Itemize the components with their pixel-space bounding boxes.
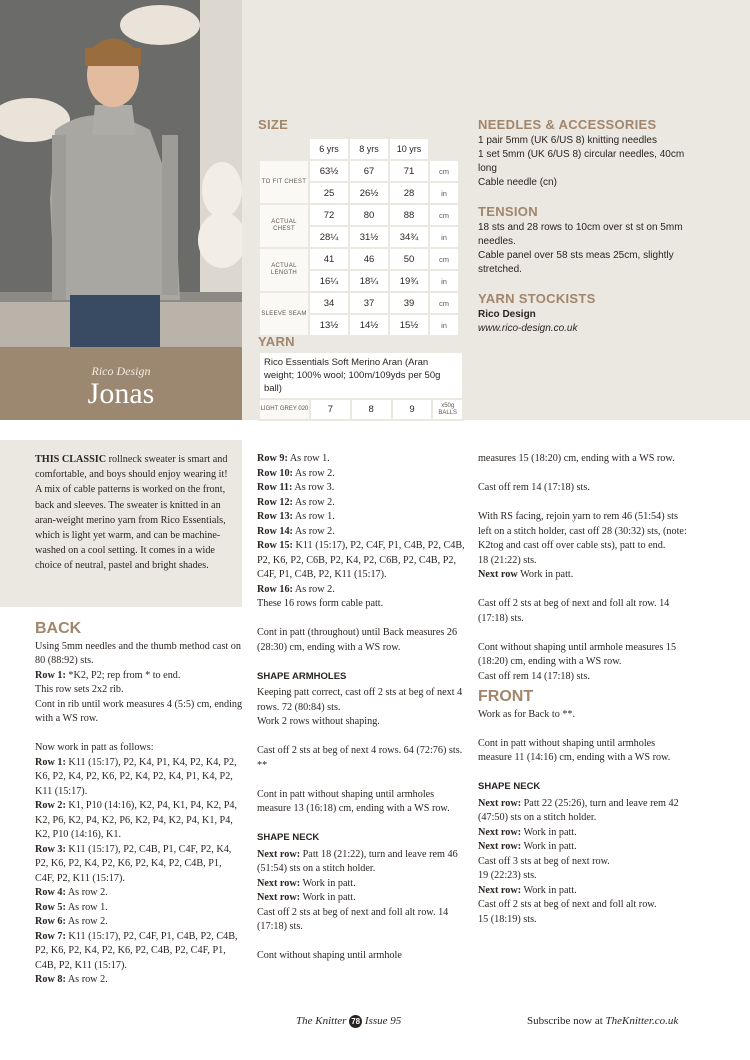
row-text: K11 (15:17), P2, K4, P1, K4, P2, K4, P2, K6, P2, K4, P2, K6, P2, K4, P2, K4, P1, K4, P2, K11 (15:17). xyxy=(35,756,237,797)
row-text: Work in patt. xyxy=(521,884,577,896)
row-label: Row 7: xyxy=(35,930,66,942)
yarn-amount: 8 xyxy=(351,399,392,420)
row-text: As row 2. xyxy=(292,583,335,595)
back-column xyxy=(35,620,243,988)
row-label: Row 6: xyxy=(35,916,66,927)
row-label: Row 1: xyxy=(35,756,66,768)
row-label: Row 2: xyxy=(35,800,66,811)
unit-in: in xyxy=(429,226,459,248)
unit-cm: cm xyxy=(429,292,459,314)
size-table xyxy=(258,137,460,337)
shape-neck-heading: SHAPE NECK xyxy=(478,781,541,792)
row-label: Next row: xyxy=(478,884,522,896)
yarn-amount: 7 xyxy=(310,399,351,420)
column-3 xyxy=(478,452,688,927)
row-text: K11 (15:17), P2, C4F, P1, C4B, P2, C4B, P2, K6, P2, C6B, P2, K4, P2, C6B, P2, C4B, P2, C4F, P1, C4B, P2, K11 (15:17). xyxy=(257,540,465,580)
row-label: ACTUAL LENGTH xyxy=(259,248,309,292)
stockist-name: Rico Design xyxy=(478,309,536,320)
tension-heading: TENSION xyxy=(478,204,538,219)
text-line: 18 (21:22) sts. xyxy=(478,554,537,566)
tension-text xyxy=(478,221,688,277)
row-label: Next row: xyxy=(478,797,522,809)
text-line: Cont in patt without shaping until armholes measure 13 (16:18) cm, ending with a WS row. xyxy=(257,788,450,814)
cover-photo xyxy=(0,0,242,347)
row-text: As row 1. xyxy=(292,511,335,522)
yarn-amount: 9 xyxy=(392,399,433,420)
cell: 25 xyxy=(309,182,349,204)
magazine-name: The Knitter xyxy=(296,1015,347,1027)
row-text: As row 2. xyxy=(292,467,335,479)
row-label: ACTUAL CHEST xyxy=(259,204,309,248)
row-text: Cast off 3 sts at beg of next row. xyxy=(478,855,610,867)
cell: 37 xyxy=(349,292,389,314)
row-text: As row 1. xyxy=(65,901,108,913)
row-text: As row 3. xyxy=(292,482,335,493)
cell: 34¾ xyxy=(389,226,429,248)
yarn-description: Rico Essentials Soft Merino Aran (Aran weight; 100% wool; 100m/109yds per 50g ball) xyxy=(259,352,463,399)
row-text: As row 1. xyxy=(287,453,330,464)
cell: 28¼ xyxy=(309,226,349,248)
row-label: Row 8: xyxy=(35,974,66,985)
row-text: *K2, P2; rep from * to end. xyxy=(65,669,181,681)
row-label: Next row: xyxy=(257,877,301,889)
row-text: K11 (15:17), P2, C4B, P1, C4F, P2, K4, P2, K6, P2, K4, P2, K6, P2, K4, P2, C4B, P1, C4F, P2, K11 (15:17). xyxy=(35,843,232,884)
row-label: TO FIT CHEST xyxy=(259,160,309,204)
cell: 88 xyxy=(389,204,429,226)
unit-cm: cm xyxy=(429,160,459,182)
row-text: Work in patt. xyxy=(521,826,577,838)
cell: 15½ xyxy=(389,314,429,336)
text-line: Now work in patt as follows: xyxy=(35,742,154,753)
row-label: Next row: xyxy=(478,841,522,852)
back-heading: BACK xyxy=(35,620,82,637)
row-label: Row 11: xyxy=(257,482,293,493)
brand-name: Rico Design xyxy=(91,364,151,378)
cell: 31½ xyxy=(349,226,389,248)
row-text: Patt 22 (25:26), turn and leave rem 42 (47:50) sts on a stitch holder. xyxy=(478,797,679,823)
text-line: These 16 rows form cable patt. xyxy=(257,598,384,609)
row-text: Cast off 2 sts at beg of next and foll alt row. xyxy=(478,899,657,910)
text-line: Cast off 2 sts at beg of next and foll alt row. 14 (17:18) sts. xyxy=(478,598,670,624)
stockist-url[interactable]: www.rico-design.co.uk xyxy=(478,323,578,334)
row-label: Next row: xyxy=(257,848,301,860)
text-line: With RS facing, rejoin yarn to rem 46 (51:54) sts left on a stitch holder, cast off 28 (30:32) sts, (note: K2tog and cast off over cable sts), patt to end. xyxy=(478,511,687,551)
cell: 46 xyxy=(349,248,389,270)
row-text: 15 (18:19) sts. xyxy=(478,913,537,925)
cell: 50 xyxy=(389,248,429,270)
row-text: As row 2. xyxy=(292,496,335,508)
cell: 13½ xyxy=(309,314,349,336)
row-label: Row 5: xyxy=(35,901,66,913)
pattern-title-box xyxy=(0,347,242,420)
intro-body: rollneck sweater is smart and comfortable, and boys should enjoy wearing it! A mix of cable patterns is worked on the front, back and sleeves. The sweater is knitted in an aran-weight merino yarn from Rico Essentials, which is light yet warm, and can be machine-washed on a cool setting. It comes in a wide choice of neutral, pastel and bright shades. xyxy=(35,454,228,572)
footer-issue xyxy=(296,1015,401,1028)
front-heading: FRONT xyxy=(478,688,534,705)
tension-line: Cable panel over 58 sts meas 25cm, slightly stretched. xyxy=(478,250,674,275)
cell: 26½ xyxy=(349,182,389,204)
unit-cm: cm xyxy=(429,204,459,226)
cell: 71 xyxy=(389,160,429,182)
row-text: As row 2. xyxy=(65,974,108,985)
row-label: Row 16: xyxy=(257,583,293,595)
cell: 67 xyxy=(349,160,389,182)
text-line: Cast off 2 sts at beg of next and foll alt row. 14 (17:18) sts. xyxy=(257,906,449,932)
subscribe-site[interactable]: TheKnitter.co.uk xyxy=(605,1015,679,1027)
cell: 80 xyxy=(349,204,389,226)
row-label: SLEEVE SEAM xyxy=(259,292,309,336)
row-label: Row 13: xyxy=(257,511,293,522)
text-line: Cont without shaping until armhole xyxy=(257,950,402,961)
unit-cm: cm xyxy=(429,248,459,270)
pattern-title: Jonas xyxy=(87,377,155,410)
cell: 28 xyxy=(389,182,429,204)
yarn-table xyxy=(258,351,464,421)
row-label: Row 12: xyxy=(257,496,293,508)
row-text: K1, P10 (14:16), K2, P4, K1, P4, K2, P4, K2, P6, K2, P4, K2, P6, K2, P4, K2, P4, K1, P4, K2, P10 (14:16), K1. xyxy=(35,800,238,840)
text-line: Using 5mm needles and the thumb method cast on 80 (88:92) sts. xyxy=(35,640,241,666)
page-number: 78 xyxy=(349,1015,362,1028)
cell: 39 xyxy=(389,292,429,314)
text-line: Cast off rem 14 (17:18) sts. xyxy=(478,670,590,682)
stockists-text xyxy=(478,308,688,336)
row-label: Row 4: xyxy=(35,887,66,898)
text-line: Cast off rem 14 (17:18) sts. xyxy=(478,482,590,493)
cell: 34 xyxy=(309,292,349,314)
row-label: Row 3: xyxy=(35,843,66,855)
text-line: This row sets 2x2 rib. xyxy=(35,684,124,695)
row-label: Row 15: xyxy=(257,540,293,551)
row-text: As row 2. xyxy=(65,887,108,898)
text-line: Work 2 rows without shaping. xyxy=(257,716,380,727)
shape-neck-heading: SHAPE NECK xyxy=(257,832,320,843)
row-label: Row 10: xyxy=(257,467,293,479)
needles-line: 1 set 5mm (UK 6/US 8) circular needles, 40cm long xyxy=(478,149,685,174)
tension-line: 18 sts and 28 rows to 10cm over st st on 5mm needles. xyxy=(478,222,683,247)
unit-in: in xyxy=(429,314,459,336)
text-line: Keeping patt correct, cast off 2 sts at beg of next 4 rows. 72 (80:84) sts. xyxy=(257,687,463,713)
text-line: Cont in rib until work measures 4 (5:5) cm, ending with a WS row. xyxy=(35,698,243,724)
cell: 18¼ xyxy=(349,270,389,292)
intro-lead: THIS CLASSIC xyxy=(35,454,107,465)
row-label: Next row xyxy=(478,569,518,580)
row-label: Row 1: xyxy=(35,669,66,681)
needles-heading: NEEDLES & ACCESSORIES xyxy=(478,117,657,132)
row-text: Patt 18 (21:22), turn and leave rem 46 (51:54) sts on a stitch holder. xyxy=(257,848,458,874)
row-text: K11 (15:17), P2, C4F, P1, C4B, P2, C4B, P2, K6, P2, K4, P2, K6, P2, C4B, P2, C4F, P1, C4B, P2, K11 (15:17). xyxy=(35,930,238,971)
text-line: Cont without shaping until armhole measures 15 (18:20) cm, ending with a WS row. xyxy=(478,641,677,667)
shape-armholes-heading: SHAPE ARMHOLES xyxy=(257,670,347,682)
row-text: Work in patt. xyxy=(521,841,577,852)
text-line: Cont in patt without shaping until armholes measure 11 (14:16) cm, ending with a WS row. xyxy=(478,737,671,763)
cell: 19¾ xyxy=(389,270,429,292)
text-line: Cont in patt (throughout) until Back measures 26 (28:30) cm, ending with a WS row. xyxy=(257,627,458,653)
footer-subscribe xyxy=(527,1015,678,1027)
row-label: Next row: xyxy=(478,826,522,838)
cell: 63½ xyxy=(309,160,349,182)
row-text: As row 2. xyxy=(65,916,108,927)
text-line: Work as for Back to **. xyxy=(478,708,576,720)
cell: 72 xyxy=(309,204,349,226)
size-col-8: 8 yrs xyxy=(349,138,389,160)
text-line: measures 15 (18:20) cm, ending with a WS row. xyxy=(478,453,675,464)
subscribe-text: Subscribe now at xyxy=(527,1015,606,1027)
needles-list xyxy=(478,134,688,190)
row-label: Row 9: xyxy=(257,453,288,464)
cell: 14½ xyxy=(349,314,389,336)
unit-in: in xyxy=(429,182,459,204)
row-label: Next row: xyxy=(257,892,301,903)
issue-number: Issue 95 xyxy=(364,1015,402,1027)
unit-in: in xyxy=(429,270,459,292)
needles-line: Cable needle (cn) xyxy=(478,177,557,188)
row-text: As row 2. xyxy=(292,525,335,537)
cell: 16¼ xyxy=(309,270,349,292)
row-text: Work in patt. xyxy=(300,892,356,903)
size-heading: SIZE xyxy=(258,117,289,132)
text-line: Cast off 2 sts at beg of next 4 rows. 64 (72:76) sts. ** xyxy=(257,745,463,771)
cell: 41 xyxy=(309,248,349,270)
needles-line: 1 pair 5mm (UK 6/US 8) knitting needles xyxy=(478,135,657,146)
yarn-colour: LIGHT GREY 020 xyxy=(259,399,310,420)
intro-text xyxy=(35,452,235,574)
yarn-heading: YARN xyxy=(258,334,295,349)
row-text: 19 (22:23) sts. xyxy=(478,870,537,881)
row-text: Work in patt. xyxy=(300,877,356,889)
column-2 xyxy=(257,452,467,964)
stockists-heading: YARN STOCKISTS xyxy=(478,291,596,306)
row-text: Work in patt. xyxy=(517,569,574,580)
row-label: Row 14: xyxy=(257,525,293,537)
yarn-unit: x50g BALLS xyxy=(432,399,463,420)
size-col-10: 10 yrs xyxy=(389,138,429,160)
size-col-6: 6 yrs xyxy=(309,138,349,160)
